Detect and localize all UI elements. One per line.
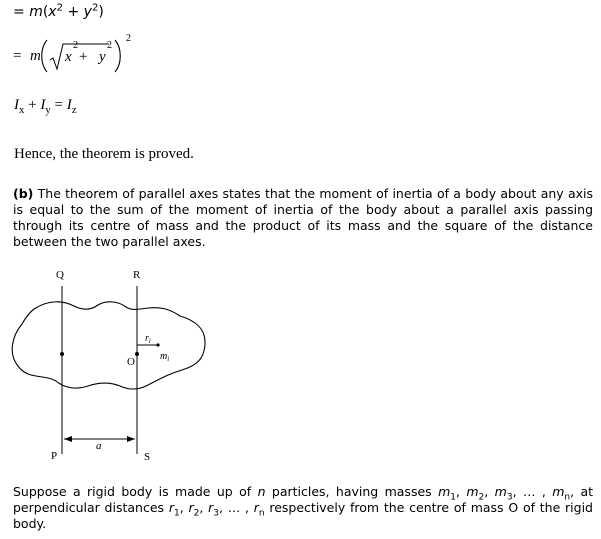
closing-text-1: Suppose a rigid body is made up of [13, 484, 258, 499]
var-I: I [66, 97, 72, 113]
closing-text-4: respectively from the centre of mass O of the rigid body. [13, 500, 593, 531]
label-O: O [127, 356, 135, 368]
rigid-body-outline [12, 302, 205, 389]
parallel-axes-figure [0, 262, 601, 472]
equals-sign: = [13, 48, 22, 64]
part-b-text: The theorem of parallel axes states that the moment of inertia of a body about any axis is equal to the sum of the moment of inertia of the body about a parallel axis passing through its centre of mass and the product of its mass and the square of the distance between the two parallel axes. [13, 186, 593, 249]
ellipsis: … , [227, 500, 254, 515]
var-y: y [99, 49, 106, 65]
centre-dot-O [135, 352, 139, 356]
exp-y: 2 [91, 2, 99, 14]
var-x: x [65, 49, 72, 65]
sep: , [218, 500, 228, 515]
label-mi: $m_i$ [160, 351, 170, 363]
var-r: r [168, 500, 174, 515]
sub-2: 2 [478, 492, 485, 503]
paren-close: ) [98, 4, 104, 20]
var-m: m [438, 484, 451, 499]
ellipsis: … , [522, 484, 553, 499]
label-Q: Q [56, 269, 64, 281]
sep: , [455, 484, 467, 499]
sub-z: z [71, 104, 77, 116]
sep: , [199, 500, 209, 515]
part-b-label: (b) [13, 186, 34, 201]
label-R: R [133, 269, 141, 281]
plus-sign: + [79, 49, 88, 65]
sqrt-bracket-graphic [39, 36, 139, 76]
var-I: I [14, 97, 19, 113]
equation-line-1 [13, 4, 104, 20]
var-m: m [494, 484, 507, 499]
sub-n: n [258, 508, 265, 519]
equals-sign: = [13, 4, 30, 20]
var-r: r [208, 500, 214, 515]
conclusion-text: Hence, the theorem is proved. [14, 146, 194, 162]
label-P: P [51, 450, 58, 462]
sep: , [512, 484, 523, 499]
exp-x: 2 [56, 2, 64, 14]
centre-dot-left [60, 352, 64, 356]
sub-3: 3 [213, 508, 219, 519]
paren-open: ( [42, 4, 49, 20]
equation-line-2: = m x 2 + y 2 2 [13, 36, 153, 76]
var-m: m [466, 484, 479, 499]
plus-sign: + [24, 97, 41, 113]
var-r: r [188, 500, 194, 515]
label-a: a [96, 440, 102, 452]
sub-1: 1 [450, 492, 456, 503]
equals-sign: = [50, 97, 67, 113]
particle-dot [156, 343, 159, 346]
sub-2: 2 [193, 508, 200, 519]
sub-3: 3 [506, 492, 513, 503]
sep: , [179, 500, 189, 515]
equation-line-3 [14, 97, 77, 114]
var-m: m [552, 484, 565, 499]
var-r: r [253, 500, 259, 515]
sep: , [484, 484, 495, 499]
closing-text-3: , at perpendicular distances [13, 484, 594, 515]
plus-sign: + [63, 4, 84, 20]
label-ri: $r_i$ [145, 333, 151, 345]
var-n: n [257, 484, 266, 499]
sub-x: x [19, 104, 25, 116]
var-m: m [29, 4, 43, 20]
var-m: m [30, 48, 41, 64]
var-y: y [83, 4, 92, 20]
sub-y: y [45, 104, 51, 116]
var-x: x [48, 4, 57, 20]
closing-text-2: particles, having masses [265, 484, 439, 499]
var-I: I [40, 97, 46, 113]
part-b-paragraph [13, 186, 593, 250]
label-S: S [144, 451, 151, 463]
sub-1: 1 [173, 508, 180, 519]
closing-paragraph [13, 484, 593, 532]
sub-n: n [564, 492, 571, 503]
